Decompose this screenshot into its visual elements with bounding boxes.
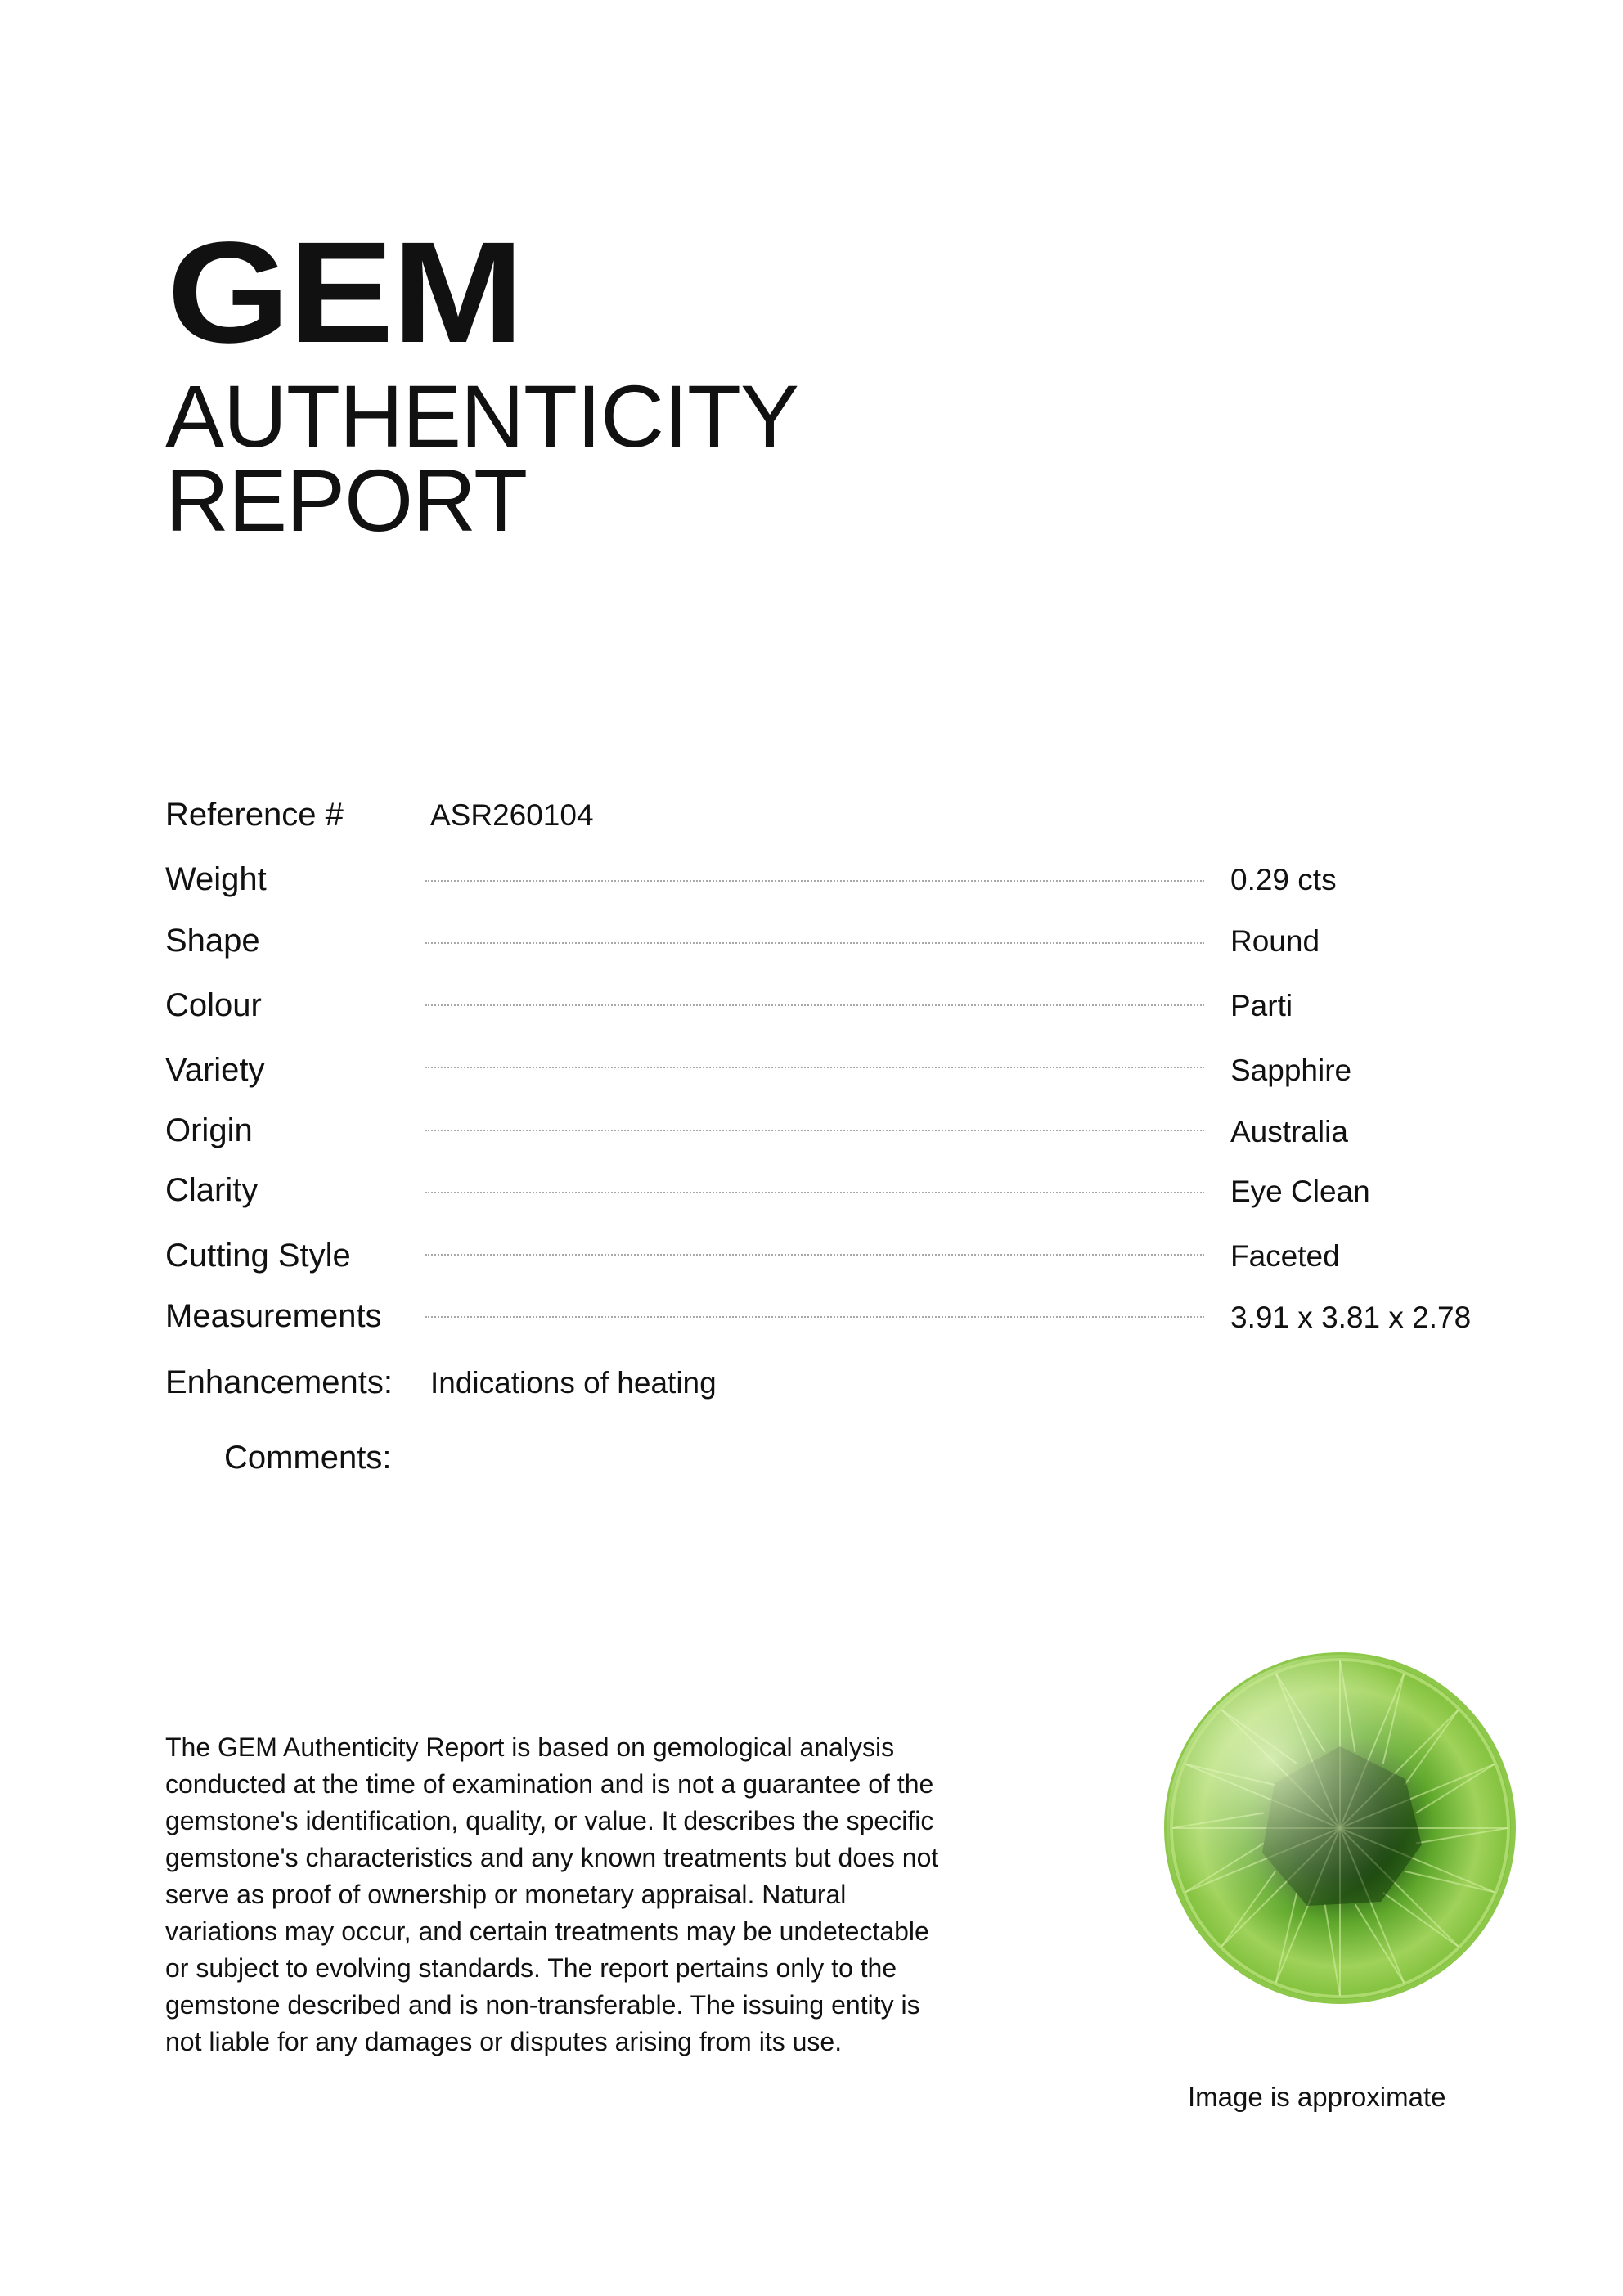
leader-dots [425, 1067, 1204, 1068]
report-title-line-2: REPORT [165, 451, 528, 550]
shape-value: Round [1230, 924, 1320, 958]
disclaimer-line: variations may occur, and certain treatments may be undetectable [165, 1916, 929, 1946]
reference-value: ASR260104 [430, 798, 594, 832]
leader-dots [425, 1130, 1204, 1131]
enhancements-label: Enhancements: [165, 1364, 393, 1400]
cutting-style-value: Faceted [1230, 1239, 1340, 1273]
round-faceted-gemstone-icon [1160, 1648, 1520, 2008]
disclaimer-line: gemstone's identification, quality, or value. It describes the specific [165, 1806, 934, 1835]
origin-value: Australia [1230, 1115, 1348, 1148]
weight-value: 0.29 cts [1230, 863, 1337, 896]
image-note: Image is approximate [1188, 2082, 1446, 2112]
disclaimer-line: or subject to evolving standards. The report pertains only to the [165, 1953, 897, 1983]
leader-dots [425, 1192, 1204, 1193]
leader-dots [425, 1316, 1204, 1318]
colour-label: Colour [165, 987, 262, 1023]
report-title-line-1: AUTHENTICITY [165, 366, 799, 465]
brand-title: GEM [167, 213, 523, 373]
variety-label: Variety [165, 1052, 265, 1088]
measurements-label: Measurements [165, 1298, 382, 1334]
leader-dots [425, 880, 1204, 882]
clarity-value: Eye Clean [1230, 1175, 1370, 1208]
variety-value: Sapphire [1230, 1054, 1352, 1087]
weight-label: Weight [165, 861, 267, 897]
disclaimer-line: gemstone described and is non-transferable. The issuing entity is [165, 1990, 920, 2020]
colour-value: Parti [1230, 989, 1293, 1022]
disclaimer-line: The GEM Authenticity Report is based on gemological analysis [165, 1732, 895, 1762]
measurements-value: 3.91 x 3.81 x 2.78 [1230, 1301, 1472, 1334]
shape-label: Shape [165, 923, 260, 959]
reference-label: Reference # [165, 797, 344, 833]
disclaimer-line: serve as proof of ownership or monetary appraisal. Natural [165, 1880, 847, 1909]
leader-dots [425, 1004, 1204, 1006]
clarity-label: Clarity [165, 1172, 259, 1208]
enhancements-value: Indications of heating [430, 1366, 717, 1400]
disclaimer-line: gemstone's characteristics and any known treatments but does not [165, 1843, 939, 1872]
cutting-style-label: Cutting Style [165, 1238, 351, 1274]
disclaimer-line: not liable for any damages or disputes arising from its use. [165, 2027, 843, 2056]
leader-dots [425, 1254, 1204, 1256]
leader-dots [425, 942, 1204, 944]
disclaimer-line: conducted at the time of examination and is not a guarantee of the [165, 1769, 934, 1799]
disclaimer-paragraph [165, 1729, 983, 2060]
origin-label: Origin [165, 1112, 253, 1148]
comments-label: Comments: [224, 1440, 392, 1476]
